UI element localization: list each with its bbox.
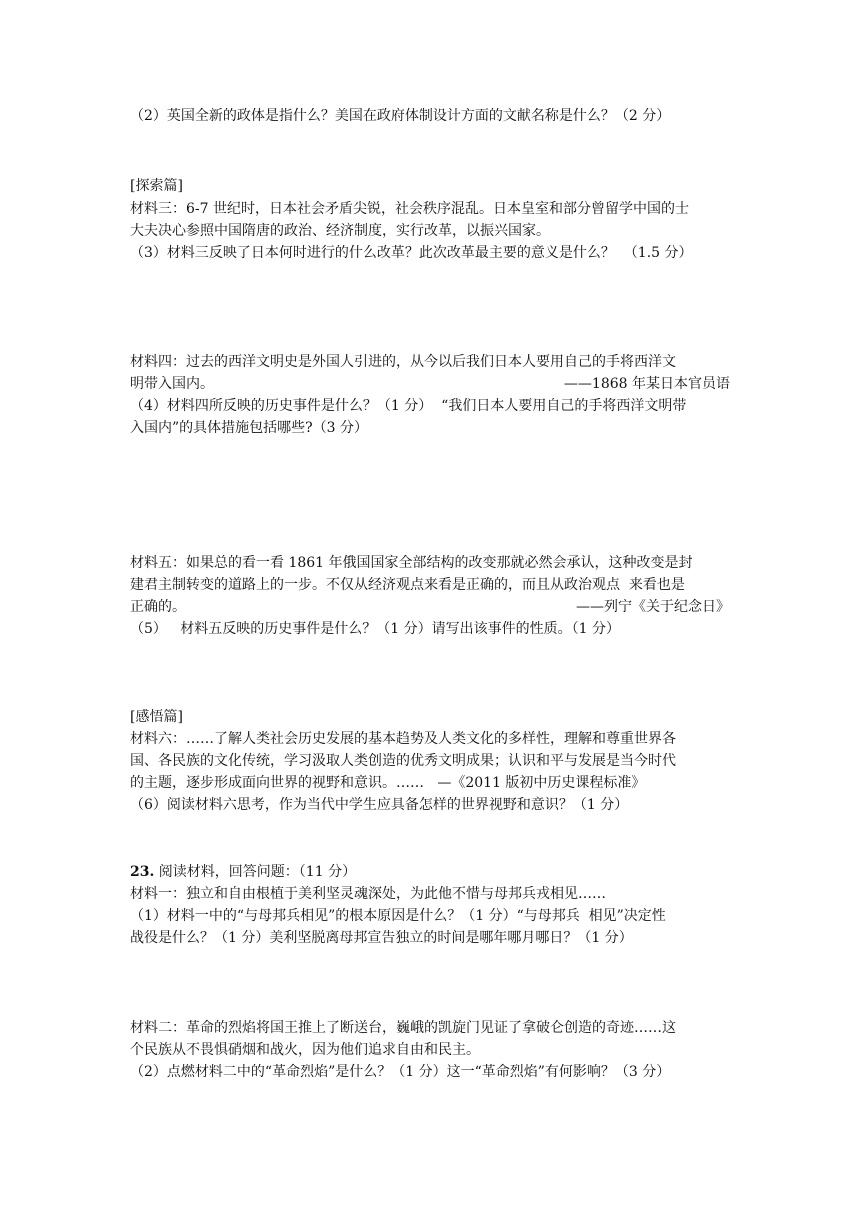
section-heading-insight: [感悟篇] — [130, 709, 183, 725]
question-4-line-2: 入国内”的具体措施包括哪些?（3 分） — [130, 420, 369, 436]
material-4-line-2: 明带入国内。 — [130, 376, 214, 392]
question-23-heading — [130, 862, 356, 882]
question-23-1-line-1: （1）材料一中的“与母邦兵相见”的根本原因是什么？（1 分）“与母邦兵 相见”决定性 — [130, 908, 666, 924]
material-5-source: ——列宁《关于纪念日》 — [576, 599, 730, 615]
section-heading-explore: [探索篇] — [130, 178, 183, 194]
material-3-line-2: 大夫决心参照中国隋唐的政治、经济制度，实行改革，以振兴国家。 — [130, 223, 550, 239]
material-4-source: ——1868 年某日本官员语 — [563, 376, 730, 392]
question-23-2: （2）点燃材料二中的“革命烈焰”是什么？（1 分）这一“革命烈焰”有何影响？（3 分） — [130, 1064, 671, 1080]
question-23-material-1: 材料一：独立和自由根植于美利坚灵魂深处，为此他不惜与母邦兵戎相见…… — [130, 886, 606, 902]
material-6-line-3: 的主题，逐步形成面向世界的视野和意识。…… —《2011 版初中历史课程标准》 — [130, 775, 646, 791]
material-5-line-2: 建君主制转变的道路上的一步。不仅从经济观点来看是正确的，而且从政治观点 来看也是 — [130, 577, 685, 593]
material-5-line-1: 材料五：如果总的看一看 1861 年俄国国家全部结构的改变那就必然会承认，这种改变是封 — [130, 555, 693, 571]
question-6: （6）阅读材料六思考，作为当代中学生应具备怎样的世界视野和意识？（1 分） — [130, 797, 629, 813]
question-23-material-2-line-1: 材料二：革命的烈焰将国王推上了断送台，巍峨的凯旋门见证了拿破仑创造的奇迹……这 — [130, 1020, 676, 1036]
question-5: （5） 材料五反映的历史事件是什么？（1 分）请写出该事件的性质。（1 分） — [130, 621, 620, 637]
question-2: （2）英国全新的政体是指什么？美国在政府体制设计方面的文献名称是什么？（2 分） — [130, 108, 671, 124]
material-3-line-1: 材料三：6-7 世纪时，日本社会矛盾尖锐，社会秩序混乱。日本皇室和部分曾留学中国的士 — [130, 201, 689, 217]
material-6-line-1: 材料六：……了解人类社会历史发展的基本趋势及人类文化的多样性，理解和尊重世界各 — [130, 731, 676, 747]
material-4-line-1: 材料四：过去的西洋文明史是外国人引进的，从今以后我们日本人要用自己的手将西洋文 — [130, 354, 676, 370]
question-23-number: 23. — [130, 864, 155, 880]
question-3: （3）材料三反映了日本何时进行的什么改革？此次改革最主要的意义是什么？ （1.5 分） — [130, 245, 693, 261]
question-4-line-1: （4）材料四所反映的历史事件是什么？（1 分） “我们日本人要用自己的手将西洋文明带 — [130, 398, 687, 414]
question-23-1-line-2: 战役是什么？（1 分）美利坚脱离母邦宣告独立的时间是哪年哪月哪日？（1 分） — [130, 930, 633, 946]
question-23-material-2-line-2: 个民族从不畏惧硝烟和战火，因为他们追求自由和民主。 — [130, 1042, 480, 1058]
question-23-title: 阅读材料，回答问题：（11 分） — [154, 864, 357, 880]
material-5-line-3: 正确的。 — [130, 599, 186, 615]
material-6-line-2: 国、各民族的文化传统，学习汲取人类创造的优秀文明成果；认识和平与发展是当今时代 — [130, 753, 676, 769]
